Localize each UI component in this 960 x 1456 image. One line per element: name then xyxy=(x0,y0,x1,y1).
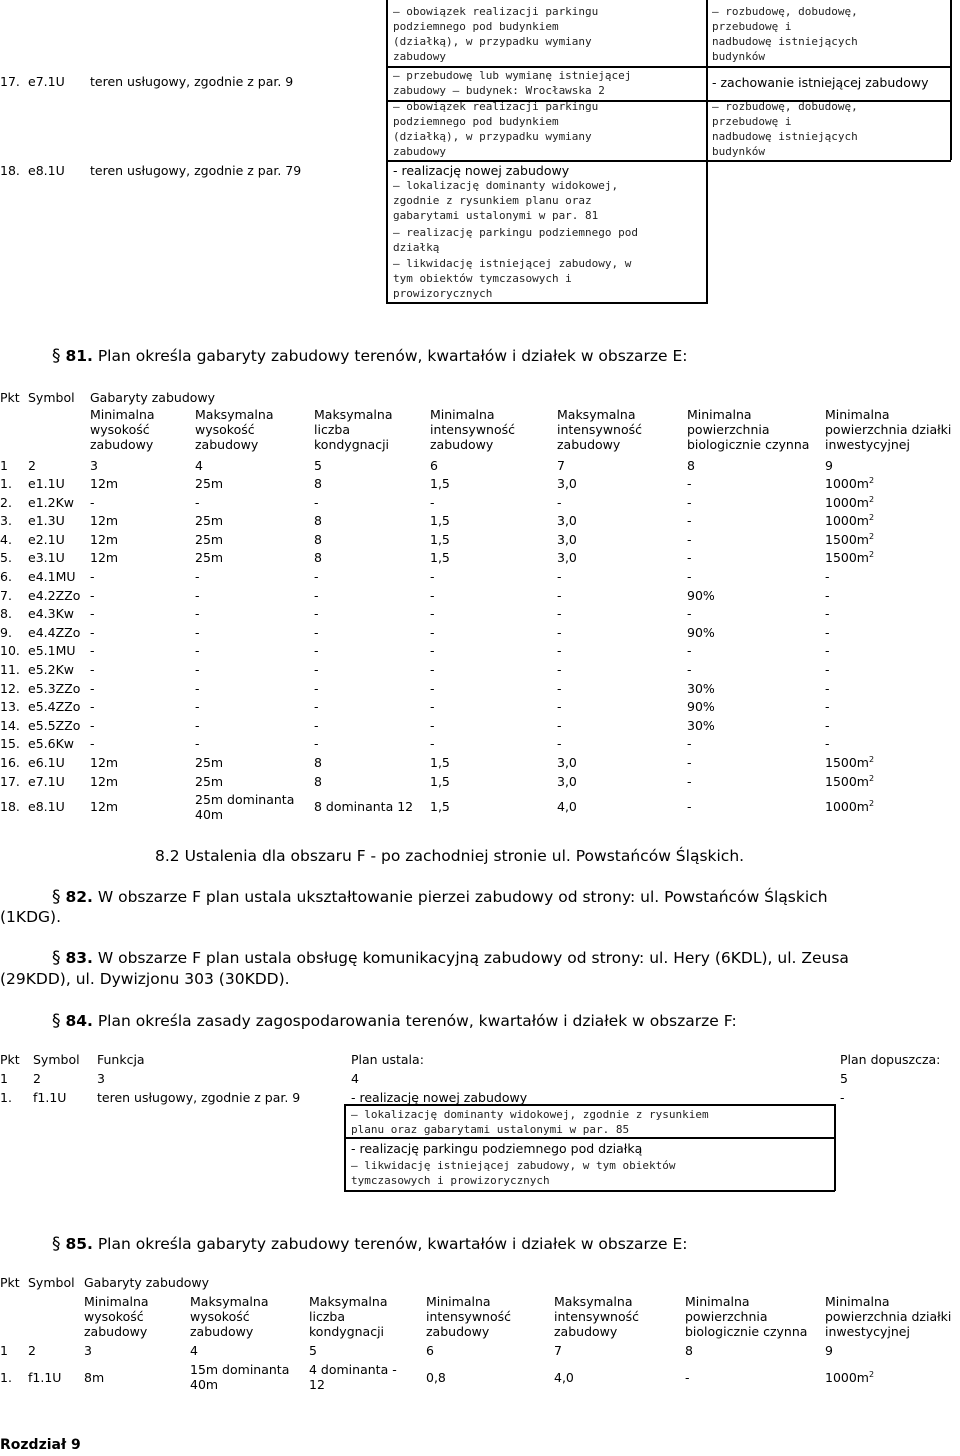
table-81-cell: 12m xyxy=(90,799,119,814)
table-81-cell: - xyxy=(195,606,200,622)
table-81-cell: - xyxy=(195,643,200,659)
table-81-cell: 7. xyxy=(0,587,12,603)
table-81-cell: - xyxy=(314,569,319,584)
table-81-cell: e5.4ZZo xyxy=(28,699,81,715)
table-81-cell: - xyxy=(557,587,562,603)
row18-plan-4: – likwidację istniejącej zabudowy, w tym obiektów tymczasowych i prowizorycznych xyxy=(393,257,632,300)
row18-plan-1: - realizację nowej zabudowy xyxy=(393,163,570,178)
table-81-col-header: Minimalna powierzchnia działki inwestycyjnej xyxy=(825,407,952,452)
table-81-cell: 12m xyxy=(90,773,119,789)
table-81-cell: 12m xyxy=(90,476,119,491)
table-81-cell: 12. xyxy=(0,680,20,696)
table-81-cell: $1500m^2$ xyxy=(825,550,875,566)
table-81-cell: - xyxy=(687,531,692,547)
table-81-cell: - xyxy=(557,569,562,584)
table-81-colnum: 1 xyxy=(0,458,8,473)
table-81-cell: - xyxy=(557,736,562,752)
table-81-cell: $1000m^2$ xyxy=(825,798,875,814)
table-81-cell: - xyxy=(430,643,435,659)
table-81-cell: - xyxy=(90,643,95,659)
table-81-cell: - xyxy=(430,587,435,603)
table-81-cell: - xyxy=(90,494,95,510)
table-85-col-header: Minimalna powierzchnia biologicznie czynna xyxy=(685,1294,808,1339)
table-84-header-symbol: Symbol xyxy=(33,1052,80,1067)
table-81-cell: e5.5ZZo xyxy=(28,717,81,733)
table-81-cell: - xyxy=(557,717,562,733)
table-81-cell: 12m xyxy=(90,513,119,529)
table-81-cell: - xyxy=(430,606,435,622)
table-81-cell: 1,5 xyxy=(430,550,450,566)
table-81-cell: - xyxy=(90,606,95,622)
table-81-cell: 1,5 xyxy=(430,755,450,770)
section-84-text: Plan określa zasady zagospodarowania terenów, kwartałów i działek w obszarze F: xyxy=(92,1012,737,1030)
table-81-header-pkt: Pkt xyxy=(0,390,20,405)
row18-plan-3: – realizację parkingu podziemnego pod działką xyxy=(393,226,639,254)
table-81-cell: $1000m^2$ xyxy=(825,513,875,529)
table-81-cell: - xyxy=(687,773,692,789)
row18-symbol: e8.1U xyxy=(28,163,65,178)
row16-allow-text: – rozbudowę, dobudowę, przebudowę i nadbudowę istniejących budynków xyxy=(712,5,858,63)
table-81-cell: 8 dominanta 12 xyxy=(314,799,414,814)
table-81-cell: - xyxy=(557,624,562,640)
table-85-cell: 4 dominanta - 12 xyxy=(309,1362,397,1392)
table-81-cell: 8 xyxy=(314,513,322,529)
row18-function: teren usługowy, zgodnie z par. 79 xyxy=(90,163,302,178)
table-81-col-header: Maksymalna wysokość zabudowy xyxy=(195,407,274,452)
table-81-col-header: Maksymalna intensywność zabudowy xyxy=(557,407,642,452)
table-85-colnum: 2 xyxy=(28,1343,36,1358)
table-81-cell: 3,0 xyxy=(557,476,577,491)
table-85-colnum: 3 xyxy=(84,1343,92,1358)
table-81-cell: - xyxy=(557,662,562,677)
table-81-cell: 25m xyxy=(195,755,224,770)
table-81-cell: - xyxy=(314,643,319,659)
row16-plan-text: – obowiązek realizacji parkingu podziemnego pod budynkiem (działką), w przypadku wymiany zabudowy xyxy=(393,5,599,63)
table-81-cell: e5.3ZZo xyxy=(28,680,81,696)
table-81-colnum: 6 xyxy=(430,458,438,473)
table-81-cell: 8 xyxy=(314,476,322,491)
table-81-cell: - xyxy=(90,587,95,603)
table-85-colnum: 1 xyxy=(0,1343,8,1358)
table-84-colnum: 3 xyxy=(97,1071,105,1086)
table-81-colnum: 2 xyxy=(28,458,36,473)
section-83-number: 83. xyxy=(65,949,93,967)
table-81-cell: 90% xyxy=(687,699,715,715)
row17-num: 17. xyxy=(0,74,20,89)
table-81-cell: - xyxy=(825,680,830,696)
table-85-cell: 15m dominanta 40m xyxy=(190,1362,290,1392)
table-81-cell: 3,0 xyxy=(557,531,577,547)
table-84-header-pkt: Pkt xyxy=(0,1052,20,1067)
section-84: § 84. Plan określa zasady zagospodarowania terenów, kwartałów i działek w obszarze F: xyxy=(52,1011,737,1031)
table-81-cell: 14. xyxy=(0,717,20,733)
table-81-cell: 25m xyxy=(195,513,224,529)
table-81-cell: 9. xyxy=(0,624,12,640)
table-81-cell: 3,0 xyxy=(557,773,577,789)
table-85-header-pkt: Pkt xyxy=(0,1275,20,1290)
table-81-cell: - xyxy=(195,736,200,752)
table-81-cell: - xyxy=(195,717,200,733)
table-81-cell: - xyxy=(195,624,200,640)
table-81-cell: 1,5 xyxy=(430,773,450,789)
table-81-cell: 12m xyxy=(90,550,119,566)
table-84-border xyxy=(344,1137,835,1139)
section-85-text: Plan określa gabaryty zabudowy terenów, kwartałów i działek w obszarze E: xyxy=(92,1235,688,1253)
section-81-number: 81. xyxy=(65,347,93,365)
table-81-cell: - xyxy=(687,662,692,677)
table-81-cell: e5.6Kw xyxy=(28,736,74,752)
row17-function: teren usługowy, zgodnie z par. 9 xyxy=(90,74,294,89)
table-85-col-header: Maksymalna intensywność zabudowy xyxy=(554,1294,639,1339)
table-85-cell: 0,8 xyxy=(426,1370,446,1385)
table-81-cell: e8.1U xyxy=(28,799,65,814)
table-81-cell: - xyxy=(687,550,692,566)
table-81-cell: - xyxy=(314,606,319,622)
table-85-cell: $1000m^2$ xyxy=(825,1369,875,1385)
table-85-colnum: 8 xyxy=(685,1343,693,1358)
section-83-text: W obszarze F plan ustala obsługę komunikacyjną zabudowy od strony: ul. Hery (6KDL), ul. Zeusa xyxy=(92,949,849,967)
table-81-cell: - xyxy=(825,662,830,677)
section-81-text: Plan określa gabaryty zabudowy terenów, kwartałów i działek w obszarze E: xyxy=(92,347,688,365)
table-85-col-header: Maksymalna liczba kondygnacji xyxy=(309,1294,388,1339)
table-81-cell: 25m dominanta 40m xyxy=(195,792,295,822)
table-85-colnum: 5 xyxy=(309,1343,317,1358)
table-85-colnum: 7 xyxy=(554,1343,562,1358)
row17-symbol: e7.1U xyxy=(28,74,65,89)
table-81-cell: - xyxy=(687,569,692,584)
top-table-border-mid xyxy=(706,0,708,303)
table-81-cell: - xyxy=(195,680,200,696)
table-85-col-header: Maksymalna wysokość zabudowy xyxy=(190,1294,269,1339)
table-81-cell: - xyxy=(430,717,435,733)
table-85-cell: 1. xyxy=(0,1370,12,1385)
table-81-cell: - xyxy=(90,680,95,696)
table-81-col-header: Maksymalna liczba kondygnacji xyxy=(314,407,393,452)
table-81-cell: - xyxy=(825,569,830,584)
table-84-border xyxy=(834,1104,836,1191)
section-81: § 81. Plan określa gabaryty zabudowy terenów, kwartałów i działek w obszarze E: xyxy=(52,346,688,366)
table-81-cell: e1.1U xyxy=(28,476,65,491)
section-83-continuation: (29KDD), ul. Dywizjonu 303 (30KDD). xyxy=(0,970,290,988)
table-81-cell: - xyxy=(90,569,95,584)
section-82-continuation: (1KDG). xyxy=(0,908,61,926)
table-81-cell: - xyxy=(430,662,435,677)
table-84-header-function: Funkcja xyxy=(97,1052,145,1067)
table-81-cell: $1000m^2$ xyxy=(825,494,875,510)
table-81-cell: 12m xyxy=(90,755,119,770)
table-81-cell: - xyxy=(314,587,319,603)
table-81-col-header: Minimalna intensywność zabudowy xyxy=(430,407,515,452)
table-81-cell: 12m xyxy=(90,531,119,547)
table-81-cell: - xyxy=(687,606,692,622)
table-81-cell: 4,0 xyxy=(557,799,577,814)
table-81-cell: - xyxy=(825,587,830,603)
table-84-row-plan-1: - realizację nowej zabudowy xyxy=(351,1090,528,1105)
table-84-header-plan: Plan ustala: xyxy=(351,1052,424,1067)
row17-allow-2: – rozbudowę, dobudowę, przebudowę i nadbudowę istniejących budynków xyxy=(712,100,858,158)
table-81-cell: 25m xyxy=(195,476,224,491)
table-81-cell: e1.2Kw xyxy=(28,494,74,510)
table-85-colnum: 4 xyxy=(190,1343,198,1358)
table-81-cell: - xyxy=(90,624,95,640)
table-81-cell: 25m xyxy=(195,531,224,547)
table-81-cell: e4.2ZZo xyxy=(28,587,81,603)
row18-num: 18. xyxy=(0,163,20,178)
table-81-cell: - xyxy=(825,699,830,715)
table-85-col-header: Minimalna powierzchnia działki inwestycyjnej xyxy=(825,1294,952,1339)
table-84-colnum: 1 xyxy=(0,1071,8,1086)
table-81-cell: e5.1MU xyxy=(28,643,76,659)
table-81-header-group: Gabaryty zabudowy xyxy=(90,390,216,405)
table-84-colnum: 4 xyxy=(351,1071,359,1086)
section-82-number: 82. xyxy=(65,888,93,906)
row18-plan-2: – lokalizację dominanty widokowej, zgodnie z rysunkiem planu oraz gabarytami ustalonymi w par. 81 xyxy=(393,179,619,222)
table-81-cell: - xyxy=(314,717,319,733)
table-81-cell: - xyxy=(314,662,319,677)
table-81-cell: - xyxy=(825,624,830,640)
table-84-header-allow: Plan dopuszcza: xyxy=(840,1052,941,1067)
table-81-cell: 6. xyxy=(0,569,12,584)
top-table-rule xyxy=(386,302,708,304)
table-81-cell: - xyxy=(90,717,95,733)
table-81-header-symbol: Symbol xyxy=(28,390,75,405)
table-81-cell: - xyxy=(195,569,200,584)
table-81-cell: - xyxy=(687,799,692,814)
table-81-cell: e2.1U xyxy=(28,531,65,547)
row17-allow-1: - zachowanie istniejącej zabudowy xyxy=(712,75,929,90)
table-81-cell: - xyxy=(430,699,435,715)
table-81-cell: 10. xyxy=(0,643,20,659)
table-81-cell: - xyxy=(557,494,562,510)
table-81-cell: - xyxy=(314,494,319,510)
table-81-cell: - xyxy=(314,624,319,640)
table-81-cell: - xyxy=(195,494,200,510)
table-81-cell: e4.4ZZo xyxy=(28,624,81,640)
table-81-cell: - xyxy=(430,680,435,696)
table-81-colnum: 7 xyxy=(557,458,565,473)
table-81-cell: e4.3Kw xyxy=(28,606,74,622)
table-81-cell: - xyxy=(430,494,435,510)
table-81-cell: 5. xyxy=(0,550,12,566)
section-85: § 85. Plan określa gabaryty zabudowy terenów, kwartałów i działek w obszarze E: xyxy=(52,1234,688,1254)
table-81-cell: 1,5 xyxy=(430,799,450,814)
table-84-colnum: 2 xyxy=(33,1071,41,1086)
table-81-cell: $1000m^2$ xyxy=(825,475,875,491)
table-81-cell: 90% xyxy=(687,587,715,603)
table-81-cell: 90% xyxy=(687,624,715,640)
table-81-cell: 4. xyxy=(0,531,12,547)
table-84-row-function: teren usługowy, zgodnie z par. 9 xyxy=(97,1090,301,1105)
table-85-cell: 8m xyxy=(84,1370,105,1385)
table-81-cell: 3,0 xyxy=(557,513,577,529)
table-81-cell: - xyxy=(90,699,95,715)
top-table-border-left xyxy=(386,0,388,303)
table-81-cell: 1,5 xyxy=(430,513,450,529)
section-84-number: 84. xyxy=(65,1012,93,1030)
table-81-colnum: 9 xyxy=(825,458,833,473)
table-81-cell: - xyxy=(687,755,692,770)
table-81-cell: - xyxy=(195,587,200,603)
table-81-col-header: Minimalna powierzchnia biologicznie czynna xyxy=(687,407,810,452)
table-81-cell: - xyxy=(825,736,830,752)
table-81-cell: $1500m^2$ xyxy=(825,754,875,770)
table-81-cell: e5.2Kw xyxy=(28,662,74,677)
table-81-cell: - xyxy=(430,569,435,584)
table-84-row-symbol: f1.1U xyxy=(33,1090,67,1105)
table-81-cell: e4.1MU xyxy=(28,569,76,584)
table-81-cell: 1,5 xyxy=(430,531,450,547)
table-81-cell: - xyxy=(687,736,692,752)
table-81-cell: 1,5 xyxy=(430,476,450,491)
table-84-row-plan-4: – likwidację istniejącej zabudowy, w tym obiektów tymczasowych i prowizorycznych xyxy=(351,1159,676,1187)
table-84-colnum: 5 xyxy=(840,1071,848,1086)
table-85-col-header: Minimalna intensywność zabudowy xyxy=(426,1294,511,1339)
table-81-cell: $1500m^2$ xyxy=(825,531,875,547)
table-81-cell: 8 xyxy=(314,531,322,547)
section-8-2-heading: 8.2 Ustalenia dla obszaru F - po zachodniej stronie ul. Powstańców Śląskich. xyxy=(155,847,745,865)
table-81-cell: 13. xyxy=(0,699,20,715)
table-81-cell: 25m xyxy=(195,550,224,566)
table-84-border xyxy=(344,1104,346,1191)
table-84-row-allow: - xyxy=(840,1090,845,1105)
table-85-cell: 4,0 xyxy=(554,1370,574,1385)
top-table-border-right xyxy=(950,0,952,160)
table-81-cell: 1. xyxy=(0,476,12,491)
table-81-cell: - xyxy=(195,662,200,677)
table-81-cell: 30% xyxy=(687,680,715,696)
table-81-colnum: 8 xyxy=(687,458,695,473)
table-81-cell: - xyxy=(687,643,692,659)
table-81-cell: - xyxy=(314,736,319,752)
table-85-cell: f1.1U xyxy=(28,1370,62,1385)
table-85-header-symbol: Symbol xyxy=(28,1275,75,1290)
table-81-cell: 30% xyxy=(687,717,715,733)
table-81-cell: - xyxy=(687,476,692,491)
table-81-colnum: 4 xyxy=(195,458,203,473)
table-81-cell: e6.1U xyxy=(28,755,65,770)
table-81-cell: e7.1U xyxy=(28,773,65,789)
table-81-cell: - xyxy=(314,699,319,715)
table-85-col-header: Minimalna wysokość zabudowy xyxy=(84,1294,149,1339)
table-81-cell: 3. xyxy=(0,513,12,529)
section-83: § 83. W obszarze F plan ustala obsługę komunikacyjną zabudowy od strony: ul. Hery (6KDL), ul. Zeusa xyxy=(52,948,849,968)
table-81-cell: - xyxy=(687,494,692,510)
table-81-cell: - xyxy=(687,513,692,529)
table-81-cell: 8 xyxy=(314,550,322,566)
section-82-text: W obszarze F plan ustala ukształtowanie pierzei zabudowy od strony: ul. Powstańców Śląskich xyxy=(92,888,828,906)
table-81-cell: 8 xyxy=(314,755,322,770)
table-85-cell: - xyxy=(685,1370,690,1385)
table-85-header-group: Gabaryty zabudowy xyxy=(84,1275,210,1290)
section-82: § 82. W obszarze F plan ustala ukształtowanie pierzei zabudowy od strony: ul. Powstańców Śląskich xyxy=(52,887,828,907)
table-81-cell: 8. xyxy=(0,606,12,622)
table-81-cell: - xyxy=(90,736,95,752)
table-84-border xyxy=(344,1190,835,1192)
table-81-cell: 16. xyxy=(0,755,20,770)
table-81-cell: $1500m^2$ xyxy=(825,773,875,789)
table-85-colnum: 9 xyxy=(825,1343,833,1358)
table-81-colnum: 5 xyxy=(314,458,322,473)
top-table-rule xyxy=(386,160,951,162)
table-81-cell: - xyxy=(430,624,435,640)
table-81-cell: e1.3U xyxy=(28,513,65,529)
row17-plan-2: – obowiązek realizacji parkingu podziemnego pod budynkiem (działką), w przypadku wymiany zabudowy xyxy=(393,100,599,158)
table-81-cell: 25m xyxy=(195,773,224,789)
table-81-cell: - xyxy=(825,606,830,622)
table-81-cell: - xyxy=(557,606,562,622)
section-85-number: 85. xyxy=(65,1235,93,1253)
table-81-cell: - xyxy=(195,699,200,715)
row17-plan-1: – przebudowę lub wymianę istniejącej zabudowy – budynek: Wrocławska 2 xyxy=(393,69,632,97)
table-81-cell: 17. xyxy=(0,773,20,789)
table-81-cell: 15. xyxy=(0,736,20,752)
chapter-heading: Rozdział 9 xyxy=(0,1437,81,1453)
table-84-row-plan-2: – lokalizację dominanty widokowej, zgodnie z rysunkiem planu oraz gabarytami ustalonymi w par. 85 xyxy=(351,1108,709,1136)
table-81-cell: - xyxy=(557,699,562,715)
table-81-cell: - xyxy=(825,643,830,659)
table-84-row-num: 1. xyxy=(0,1090,12,1105)
table-81-cell: 11. xyxy=(0,662,20,677)
table-81-cell: - xyxy=(314,680,319,696)
table-81-cell: - xyxy=(557,643,562,659)
table-81-cell: - xyxy=(557,680,562,696)
table-81-cell: 8 xyxy=(314,773,322,789)
table-84-row-plan-3: - realizację parkingu podziemnego pod działką xyxy=(351,1141,643,1156)
table-85-colnum: 6 xyxy=(426,1343,434,1358)
table-81-colnum: 3 xyxy=(90,458,98,473)
table-81-cell: 3,0 xyxy=(557,550,577,566)
table-81-cell: - xyxy=(430,736,435,752)
table-81-col-header: Minimalna wysokość zabudowy xyxy=(90,407,155,452)
table-81-cell: 3,0 xyxy=(557,755,577,770)
table-81-cell: 18. xyxy=(0,799,20,814)
table-81-cell: 2. xyxy=(0,494,12,510)
table-81-cell: - xyxy=(825,717,830,733)
table-81-cell: - xyxy=(90,662,95,677)
table-81-cell: e3.1U xyxy=(28,550,65,566)
